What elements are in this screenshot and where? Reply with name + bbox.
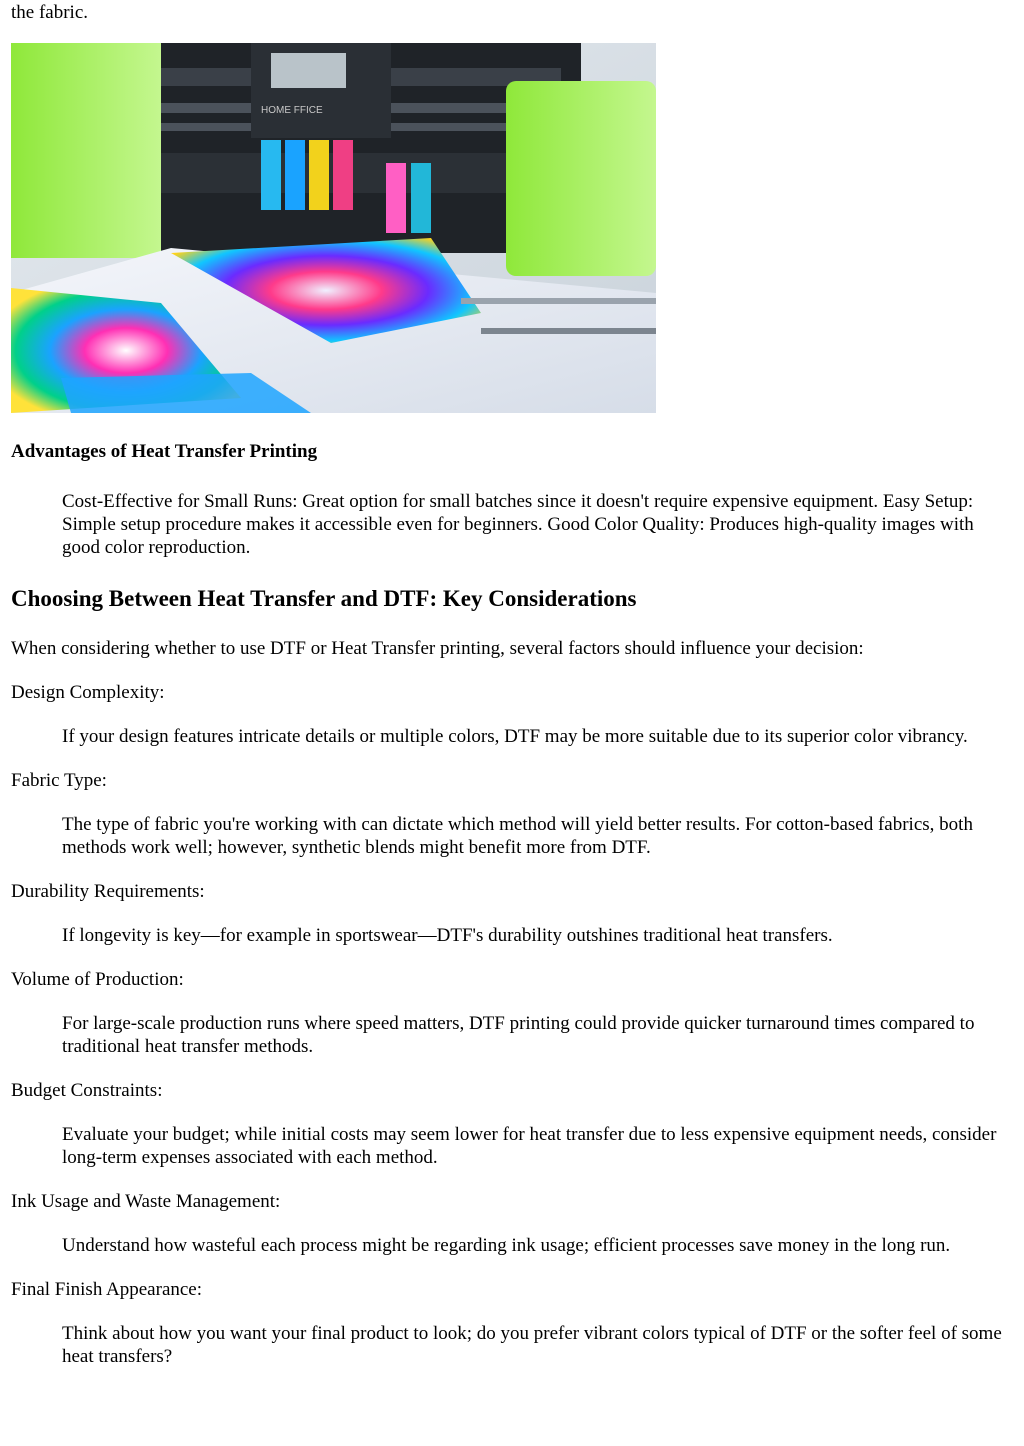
factor-description: The type of fabric you're working with can dictate which method will yield better results. For cotton-based fabrics, both methods work well; however, synthetic blends might benefit more from DTF. [62, 814, 973, 858]
factor-fabric-type [11, 769, 1015, 859]
factor-label: Design Complexity: [11, 682, 165, 703]
printer-green-panel-left [11, 43, 161, 258]
factor-design-complexity [11, 681, 1015, 748]
factor-description: Think about how you want your final product to look; do you prefer vibrant colors typical of DTF or the softer feel of some heat transfers? [62, 1323, 1002, 1367]
factor-description: Understand how wasteful each process might be regarding ink usage; efficient processes save money in the long run. [62, 1235, 951, 1256]
factor-description: If your design features intricate details or multiple colors, DTF may be more suitable due to its superior color vibrancy. [62, 726, 968, 747]
factor-description: If longevity is key—for example in sportswear—DTF's durability outshines traditional heat transfers. [62, 925, 833, 946]
printer-green-panel-right [506, 81, 656, 276]
factor-budget [11, 1079, 1015, 1169]
factor-label: Final Finish Appearance: [11, 1279, 203, 1300]
printer-illustration [11, 43, 656, 413]
section-intro: When considering whether to use DTF or Heat Transfer printing, several factors should influence your decision: [11, 638, 864, 659]
factor-durability [11, 880, 1015, 947]
factor-label: Ink Usage and Waste Management: [11, 1191, 281, 1212]
factor-description: For large-scale production runs where speed matters, DTF printing could provide quicker turnaround times compared to traditional heat transfer methods. [62, 1013, 975, 1057]
lead-in-text: the fabric. [11, 2, 89, 23]
factor-volume [11, 968, 1015, 1058]
factor-description: Evaluate your budget; while initial costs may seem lower for heat transfer due to less expensive equipment needs, consider long-term expenses associated with each method. [62, 1124, 997, 1168]
printer-display [271, 53, 346, 88]
printer-photo [11, 43, 656, 413]
advantages-body: Cost-Effective for Small Runs: Great option for small batches since it doesn't require expensive equipment. Easy Setup: Simple setup procedure makes it accessible even for beginners. Good Color Quality: Produces high-quality images with good color reproduction. [62, 491, 974, 558]
factor-label: Fabric Type: [11, 770, 107, 791]
section-heading: Choosing Between Heat Transfer and DTF: Key Considerations [11, 586, 637, 611]
factor-label: Budget Constraints: [11, 1080, 163, 1101]
printer-brand-label: HOME FFICE [261, 105, 323, 116]
factor-final-finish [11, 1278, 1015, 1368]
advantages-heading: Advantages of Heat Transfer Printing [11, 441, 318, 462]
factor-label: Durability Requirements: [11, 881, 205, 902]
considerations-list [11, 681, 1015, 1389]
factor-ink-usage [11, 1190, 1015, 1257]
factor-label: Volume of Production: [11, 969, 184, 990]
